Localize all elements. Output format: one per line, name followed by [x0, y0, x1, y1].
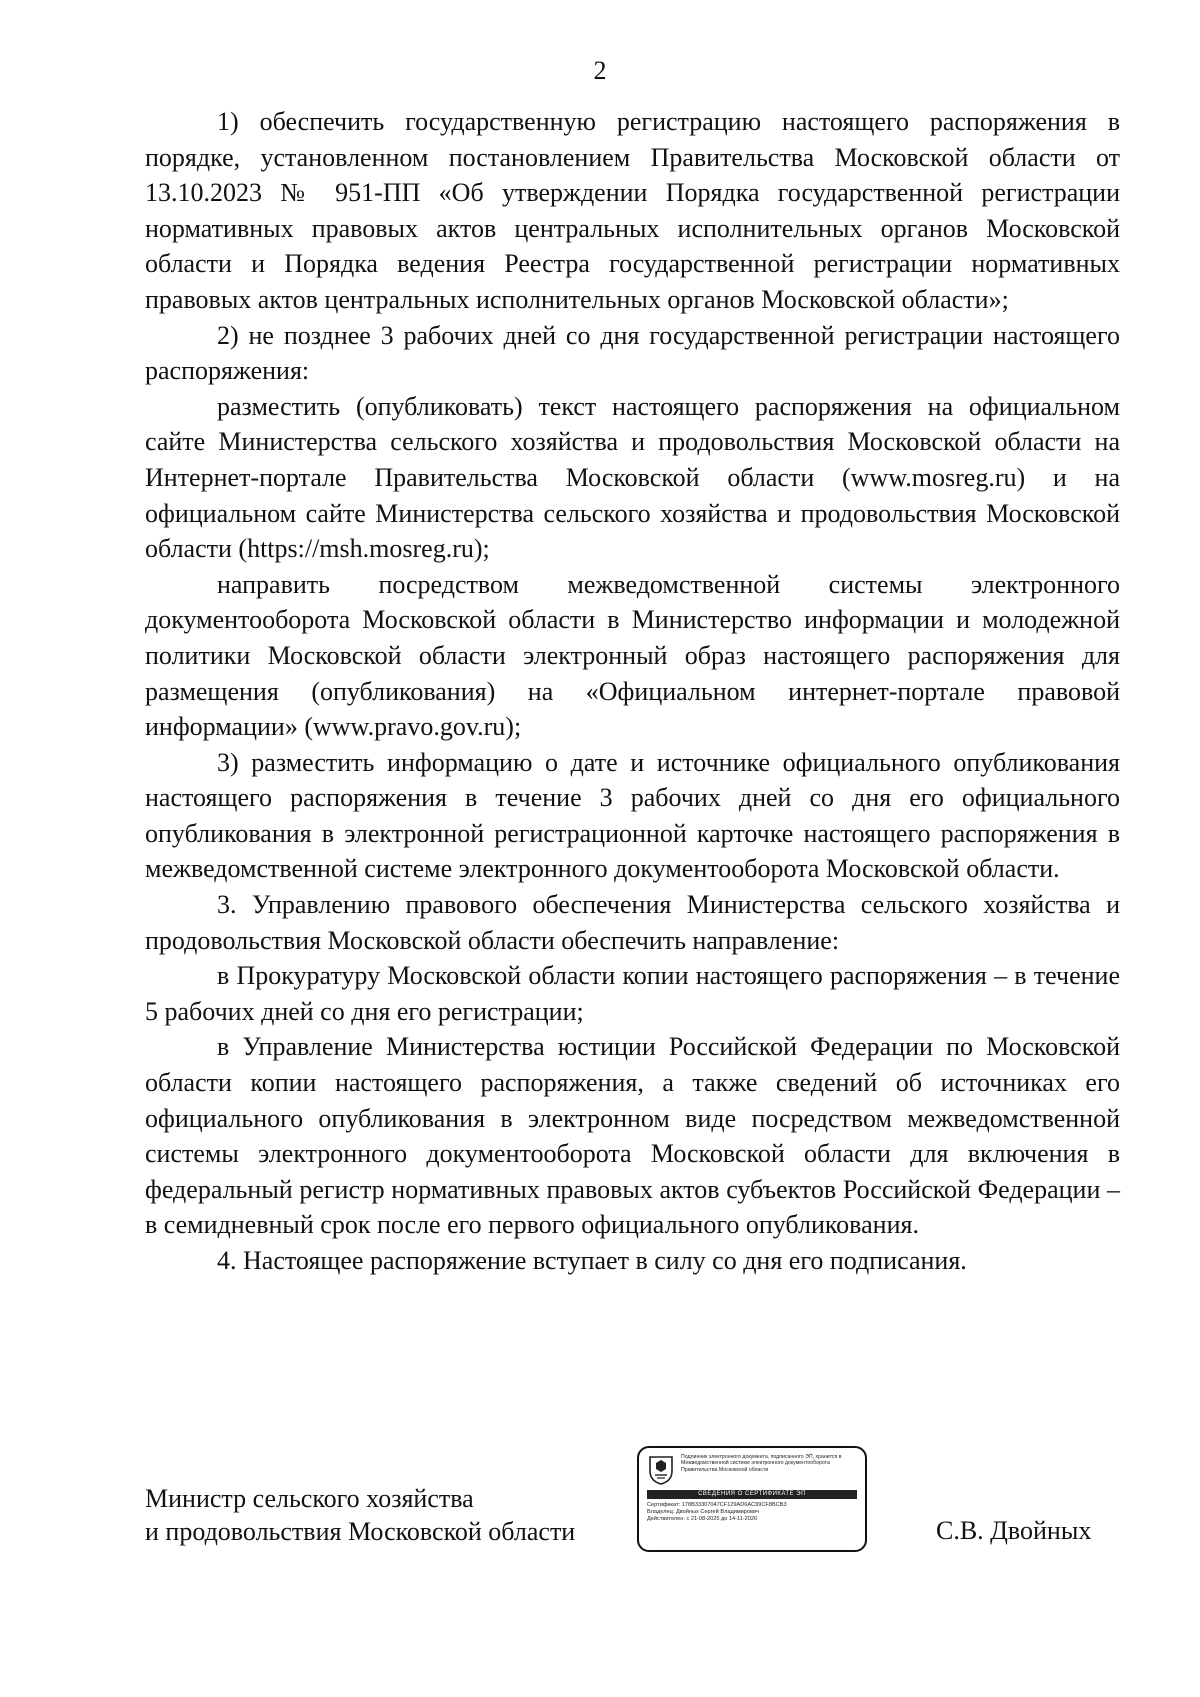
signatory-position-line-1: Министр сельского хозяйства [145, 1484, 474, 1513]
stamp-details [647, 1502, 857, 1524]
paragraph-3: разместить (опубликовать) текст настоящего распоряжения на официальном сайте Министерства сельского хозяйства и продовольствия Московской области на Интернет-портале Правительства Московской области (www.mosreg.ru) и на официальном сайте Министерства сельского хозяйства и продовольствия Московской области (https://msh.mosreg.ru); [145, 391, 1120, 564]
signatory-name: С.В. Двойных [936, 1516, 1092, 1545]
page-number: 2 [593, 56, 607, 85]
paragraph-6: 3. Управлению правового обеспечения Министерства сельского хозяйства и продовольствия Московской области обеспечить направление: [145, 890, 1120, 955]
stamp-header: СВЕДЕНИЯ О СЕРТИФИКАТЕ ЭП [647, 1490, 857, 1499]
signatory-position-line-2: и продовольствия Московской области [145, 1517, 576, 1546]
paragraph-5: 3) разместить информацию о дате и источнике официального опубликования настоящего распоряжения в течение 3 рабочих дней со дня его официального опубликования в электронной регистрационной карточке настоящего распоряжения в межведомственной системе электронного документооборота Московской области. [145, 747, 1120, 884]
paragraph-9: 4. Настоящее распоряжение вступает в силу со дня его подписания. [217, 1246, 967, 1275]
stamp-owner: Владелец: Двойных Сергей Владимирович [647, 1509, 760, 1516]
stamp-certificate: Сертификат: 178B33307047CF129AD6AC99CF8BCB3 [647, 1502, 787, 1508]
signatory-position [145, 1482, 575, 1548]
paragraph-7: в Прокуратуру Московской области копии настоящего распоряжения – в течение 5 рабочих дней со дня его регистрации; [145, 961, 1120, 1026]
stamp-notice: Подлинник электронного документа, подписанного ЭП, хранится в Межведомственной системе электронного документооборота Правительства Московской области [681, 1454, 842, 1473]
document-body [145, 104, 1120, 1279]
paragraph-4: направить посредством межведомственной системы электронного документооборота Московской области в Министерство информации и молодежной политики Московской области электронный образ настоящего распоряжения для размещения (опубликования) на «Официальном интернет-портале правовой информации» (www.pravo.gov.ru); [145, 569, 1120, 742]
paragraph-8: в Управление Министерства юстиции Российской Федерации по Московской области копии настоящего распоряжения, а также сведений об источниках его официального опубликования в электронном виде посредством межведомственной системы электронного документооборота Московской области для включения в федеральный регистр нормативных правовых актов субъектов Российской Федерации – в семидневный срок после его первого официального опубликования. [145, 1032, 1120, 1240]
paragraph-2: 2) не позднее 3 рабочих дней со дня государственной регистрации настоящего распоряжения: [145, 320, 1120, 386]
electronic-signature-stamp [637, 1446, 867, 1552]
stamp-validity: Действителен: с 21-08-2025 до 14-11-2026 [647, 1516, 758, 1523]
paragraph-1: 1) обеспечить государственную регистрацию настоящего распоряжения в порядке, установленном постановлением Правительства Московской области от 13.10.2023 № 951-ПП «Об утверждении Порядка государственной регистрации нормативных правовых актов центральных исполнительных органов Московской области и Порядка ведения Реестра государственной регистрации нормативных правовых актов центральных исполнительных органов Московской области»; [145, 107, 1120, 314]
coat-of-arms-icon [647, 1454, 675, 1486]
